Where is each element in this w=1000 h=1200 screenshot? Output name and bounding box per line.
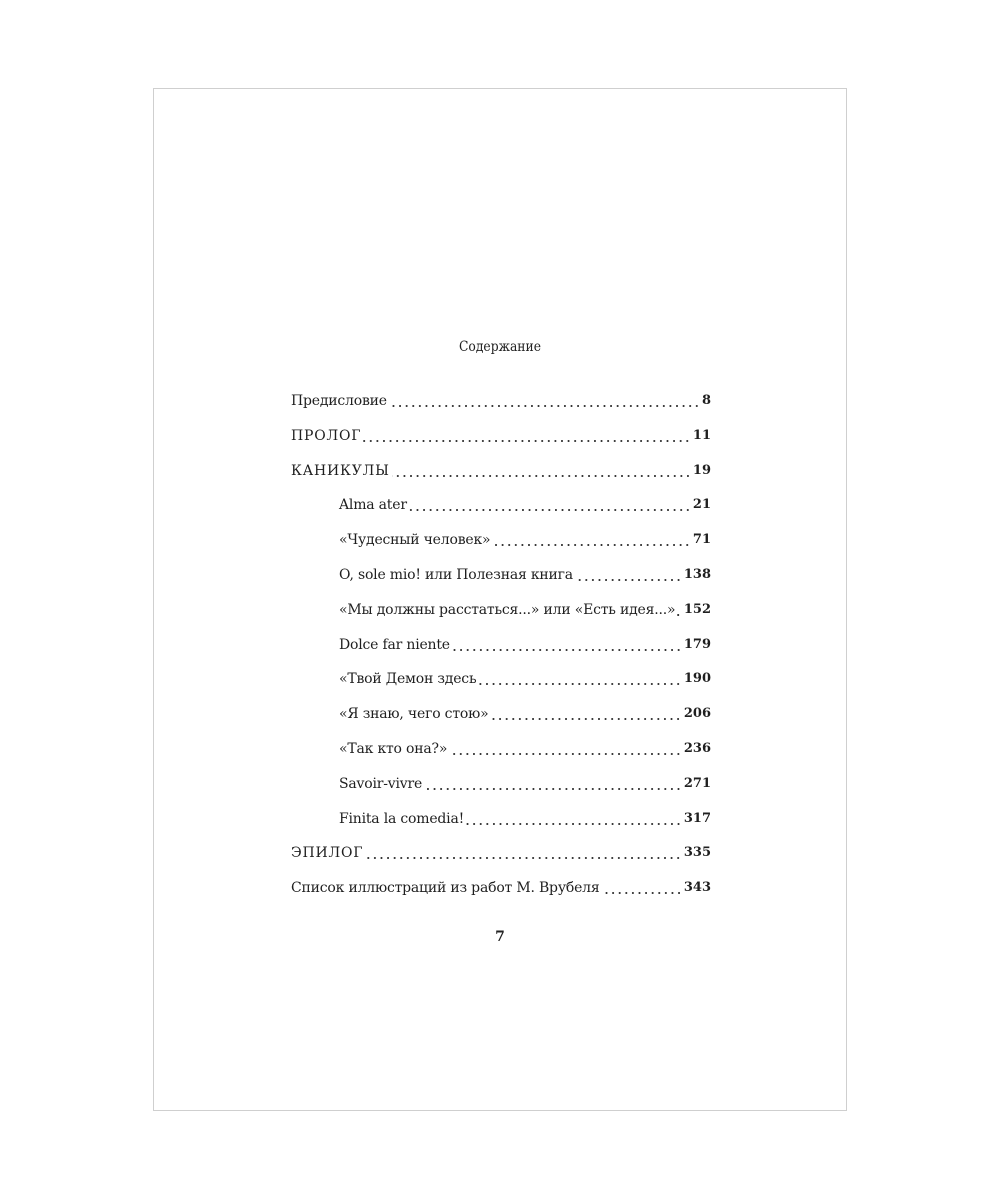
- toc-entry-page: 179: [683, 636, 711, 652]
- toc-entry-page: 317: [683, 810, 711, 826]
- toc-entry-label: «Я знаю, чего стою»: [339, 706, 489, 723]
- dot-leader: [490, 702, 681, 726]
- toc-entry: [291, 772, 711, 807]
- dot-leader: [365, 841, 681, 865]
- dot-leader: [478, 667, 681, 691]
- toc-entry-page: 21: [692, 497, 711, 513]
- toc-entry: [291, 702, 711, 737]
- toc-entry: [291, 493, 711, 528]
- dot-leader: [677, 598, 681, 622]
- dot-leader: [452, 633, 682, 657]
- book-page: [153, 88, 847, 1111]
- toc-entry-page: 71: [692, 532, 711, 548]
- dot-leader: [575, 563, 682, 587]
- toc-entry: [291, 424, 711, 459]
- toc-entry-label: ПРОЛОГ: [291, 427, 362, 444]
- page-title: Содержание: [458, 339, 542, 355]
- toc-entry-label: O, sole mio! или Полезная книга: [339, 566, 573, 583]
- toc-entry-label: Finita la comedia!: [339, 810, 465, 827]
- toc-entry-label: Savoir-vivre: [339, 775, 423, 792]
- toc-entry: [291, 633, 711, 668]
- toc-entry-label: ЭПИЛОГ: [291, 845, 364, 862]
- toc-entry-page: 343: [683, 880, 711, 896]
- toc-entry: [291, 667, 711, 702]
- toc-entry: [291, 389, 711, 424]
- dot-leader: [363, 424, 691, 448]
- dot-leader: [409, 493, 691, 517]
- toc-entry: [291, 459, 711, 494]
- toc-entry: [291, 807, 711, 842]
- toc-entry-page: 152: [683, 601, 711, 617]
- toc-entry: [291, 737, 711, 772]
- toc-entry-label: «Мы должны расстаться...» или «Есть идея...»: [339, 601, 676, 618]
- toc-entry-page: 138: [683, 566, 711, 582]
- dot-leader: [449, 737, 682, 761]
- toc-entry-page: 19: [692, 462, 711, 478]
- toc-entry-page: 190: [683, 671, 711, 687]
- toc-entry-label: Alma ater: [339, 497, 407, 514]
- dot-leader: [389, 389, 700, 413]
- toc-entry: [291, 528, 711, 563]
- dot-leader: [466, 807, 682, 831]
- toc-entry: [291, 563, 711, 598]
- table-of-contents: [291, 389, 711, 911]
- dot-leader: [602, 876, 682, 900]
- toc-entry-page: 271: [683, 775, 711, 791]
- toc-entry: [291, 876, 711, 911]
- toc-entry-label: «Чудесный человек»: [339, 532, 491, 549]
- toc-entry: [291, 598, 711, 633]
- toc-entry-page: 8: [701, 393, 711, 408]
- toc-entry-page: 335: [683, 845, 711, 861]
- toc-entry-label: Dolce far niente: [339, 636, 450, 653]
- dot-leader: [424, 772, 682, 796]
- toc-entry-page: 236: [683, 740, 711, 756]
- toc-entry-label: КАНИКУЛЫ: [291, 462, 390, 479]
- toc-entry-page: 11: [692, 427, 711, 443]
- page-number: 7: [495, 929, 505, 945]
- dot-leader: [492, 528, 691, 552]
- toc-entry-label: «Твой Демон здесь: [339, 671, 477, 688]
- dot-leader: [392, 459, 691, 483]
- toc-entry: [291, 841, 711, 876]
- toc-entry-label: «Так кто она?»: [339, 740, 448, 757]
- toc-entry-page: 206: [683, 706, 711, 722]
- toc-entry-label: Список иллюстраций из работ М. Врубеля: [291, 880, 600, 897]
- toc-entry-label: Предисловие: [291, 393, 387, 409]
